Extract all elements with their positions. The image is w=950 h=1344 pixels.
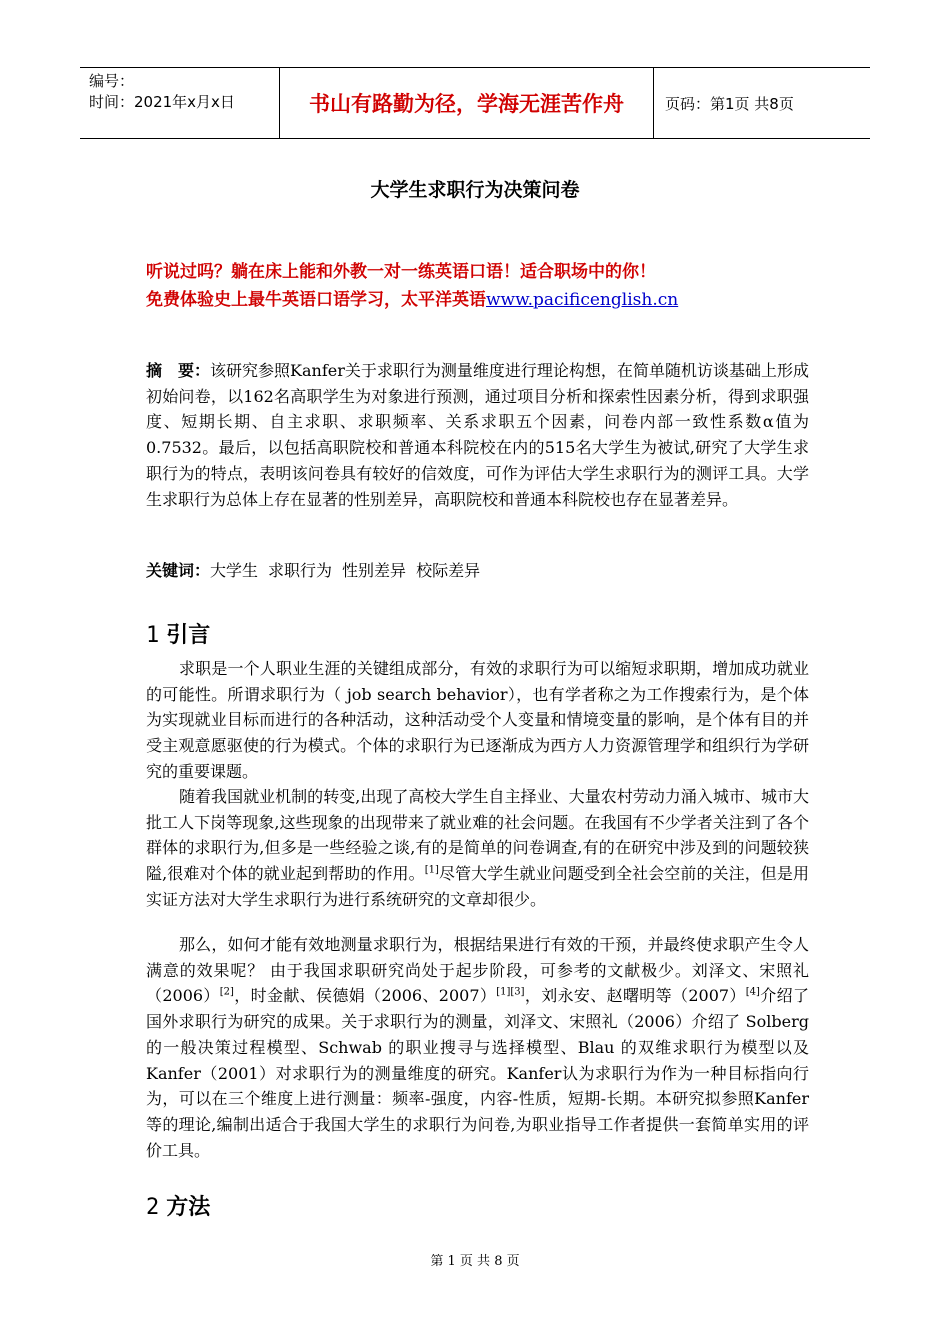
keyword-item: 性别差异 (342, 561, 407, 580)
document-title: 大学生求职行为决策问卷 (370, 179, 580, 201)
paragraph-text: 尽管大学生就业问题受到全社会空前的关注，但是用实证方法对大学生求职行为进行系统研究的文章却很少。 (146, 864, 809, 909)
ad-line-2-text: 免费体验史上最牛英语口语学习，太平洋英语 (146, 290, 486, 310)
ad-line-1: 听说过吗？躺在床上能和外教一对一练英语口语！适合职场中的你！ (146, 262, 656, 282)
keywords (146, 558, 809, 584)
section-title: 方法 (166, 1195, 211, 1220)
citation: [2] (219, 987, 234, 999)
section-number: 1 (146, 623, 160, 648)
page-footer: 第 1 页 共 8 页 (430, 1254, 520, 1269)
header-date: 时间：2021年x月x日 (89, 93, 235, 111)
keyword-item: 求职行为 (268, 561, 333, 580)
abstract-label: 摘 要： (146, 361, 211, 380)
header-motto: 书山有路勤为径，学海无涯苦作舟 (280, 68, 654, 138)
section-heading-intro (146, 618, 210, 649)
header-page-info: 页码：第1页 共8页 (665, 94, 794, 113)
keywords-label: 关键词： (146, 561, 211, 580)
section-heading-method (146, 1190, 210, 1221)
section-title: 引言 (166, 623, 211, 648)
keyword-item: 校际差异 (416, 561, 481, 580)
ad-line-2 (146, 286, 678, 314)
intro-paragraph-3 (146, 932, 809, 1163)
keyword-item: 大学生 (210, 561, 259, 580)
paragraph-text: 介绍了国外求职行为研究的成果。关于求职行为的测量，刘泽文、宋照礼（2006）介绍了 Solberg 的一般决策过程模型、Schwab 的职业搜寻与选择模型、Blau 的双维求职行为模型以及Kanfer（2001）对求职行为的测量维度的研究。Kanfer认为求职行为作为一种目标指向行为，可以在三个维度上进行测量：频率-强度，内容-性质，短期-长期。本研究拟参照Kanfer等的理论,编制出适合于我国大学生的求职行为问卷,为职业指导工作者提供一套简单实用的评价工具。 (146, 986, 809, 1160)
ad-link[interactable]: www.pacificenglish.cn (486, 290, 679, 310)
intro-paragraph-2 (146, 784, 809, 913)
paragraph-text: 随着我国就业机制的转变,出现了高校大学生自主择业、大量农村劳动力涌入城市、城市大批工人下岗等现象,这些现象的出现带来了就业难的社会问题。在我国有不少学者关注到了各个群体的求职行为,但多是一些经验之谈,有的是简单的问卷调查,有的在研究中涉及到的问题较狭隘,很难对个体的就业起到帮助的作用。 (146, 787, 809, 884)
page-header (80, 67, 870, 139)
abstract-text: 该研究参照Kanfer关于求职行为测量维度进行理论构想，在简单随机访谈基础上形成初始问卷，以162名高职学生为对象进行预测，通过项目分析和探索性因素分析，得到求职强度、短期长期、自主求职、求职频率、关系求职五个因素，问卷内部一致性系数α值为 0.7532。最后，以包括高职院校和普通本科院校在内的515名大学生为被试,研究了大学生求职行为的特点，表明该问卷具有较好的信效度，可作为评估大学生求职行为的测评工具。大学生求职行为总体上存在显著的性别差异，高职院校和普通本科院校也存在显著差异。 (146, 361, 809, 509)
header-serial: 编号： (89, 72, 135, 90)
intro-paragraph-1: 求职是一个人职业生涯的关键组成部分，有效的求职行为可以缩短求职期，增加成功就业的可能性。所谓求职行为（ job search behavior），也有学者称之为工作搜索行为，是个体为实现就业目标而进行的各种活动，这种活动受个人变量和情境变量的影响，是个体有目的并受主观意愿驱使的行为模式。个体的求职行为已逐渐成为西方人力资源管理学和组织行为学研究的重要课题。 (146, 659, 809, 781)
header-meta (80, 68, 280, 138)
paragraph-text: 那么，如何才能有效地测量求职行为，根据结果进行有效的干预，并最终使求职产生令人满意的效果呢？ 由于我国求职研究尚处于起步阶段，可参考的文献极少。刘泽文、宋照礼（2006） (146, 935, 809, 1006)
abstract (146, 358, 809, 512)
citation: [1] (424, 864, 439, 876)
citation: [4] (745, 987, 760, 999)
paragraph-text: ，刘永安、赵曙明等（2007） (524, 986, 746, 1006)
paragraph-text: ，时金献、侯德娟（2006、2007） (233, 986, 497, 1006)
citation: [1][3] (496, 987, 525, 999)
section-number: 2 (146, 1195, 160, 1220)
ad-block (146, 258, 678, 314)
